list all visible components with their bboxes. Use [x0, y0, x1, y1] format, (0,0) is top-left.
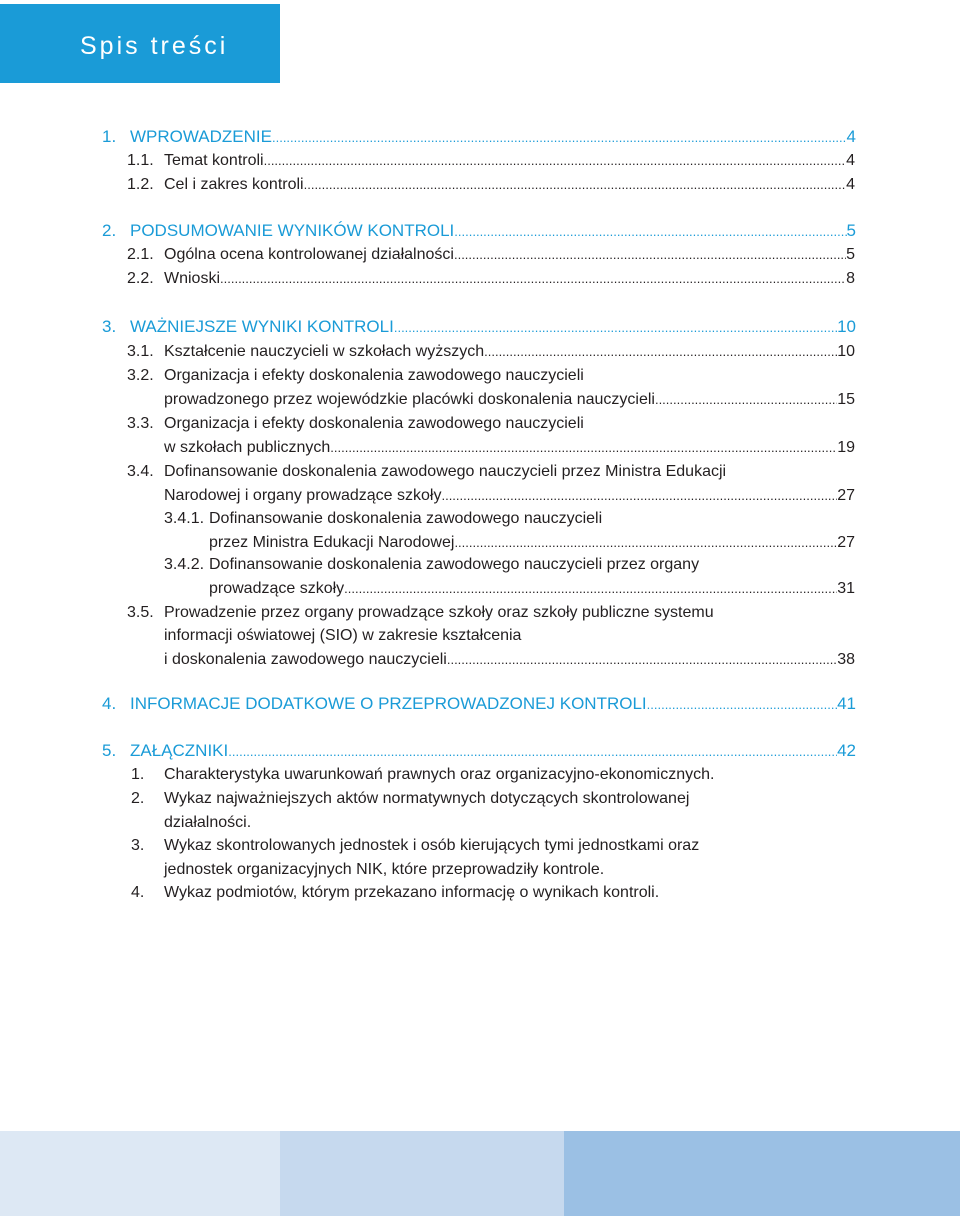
attachment-text: Wykaz najważniejszych aktów normatywnych dotyczących skontrolowanej [164, 790, 690, 807]
toc-entry-title: Dofinansowanie doskonalenia zawodowego nauczycieli przez organy [209, 556, 700, 573]
toc-entry-title-continued: Narodowej i organy prowadzące szkoły [164, 487, 442, 504]
toc-entry-number: 3.4.2. [164, 556, 205, 573]
toc-entry-3-5-cont2[interactable] [164, 648, 855, 672]
toc-entry-number: 3.3. [127, 415, 154, 432]
attachment-item-3-cont [164, 858, 856, 882]
toc-entry-title: WPROWADZENIE [130, 127, 272, 146]
toc-entry-3-2[interactable] [127, 364, 855, 388]
toc-entry-title: WAŻNIEJSZE WYNIKI KONTROLI [130, 317, 394, 336]
toc-entry-page: 8 [846, 270, 855, 287]
attachment-number: 4. [131, 884, 145, 901]
footer-band-mid [280, 1131, 564, 1216]
toc-entry-2-1[interactable] [127, 243, 855, 267]
toc-entry-page: 27 [837, 487, 855, 504]
toc-entry-1-2[interactable] [127, 173, 855, 197]
toc-entry-number: 1.1. [127, 152, 154, 169]
toc-entry-title-continued: w szkołach publicznych [164, 439, 331, 456]
toc-entry-title-continued: prowadzonego przez wojewódzkie placówki doskonalenia nauczycieli [164, 391, 655, 408]
toc-entry-page: 10 [837, 343, 855, 360]
toc-entry-title: INFORMACJE DODATKOWE O PRZEPROWADZONEJ KONTROLI [130, 694, 647, 713]
toc-entry-page: 42 [837, 741, 856, 760]
toc-entry-4[interactable] [102, 692, 856, 716]
toc-entry-3-1[interactable] [127, 340, 855, 364]
toc-entry-page: 10 [837, 317, 856, 336]
attachment-number: 1. [131, 766, 145, 783]
toc-entry-3-4-cont[interactable] [164, 484, 855, 508]
toc-entry-title-continued: informacji oświatowej (SIO) w zakresie kształcenia [164, 627, 522, 644]
toc-entry-3-4-1-cont[interactable] [209, 531, 855, 555]
dot-leader [454, 531, 837, 555]
attachment-number: 2. [131, 790, 145, 807]
toc-entry-3-2-cont[interactable] [164, 388, 855, 412]
toc-entry-page: 41 [837, 694, 856, 713]
toc-entry-number: 3.4.1. [164, 510, 205, 527]
attachment-item-3 [131, 834, 856, 858]
toc-entry-title: ZAŁĄCZNIKI [130, 741, 229, 760]
toc-entry-1[interactable] [102, 125, 856, 149]
toc-entry-3-4[interactable] [127, 460, 855, 484]
toc-entry-title: Ogólna ocena kontrolowanej działalności [164, 246, 454, 263]
dot-leader [272, 126, 847, 150]
toc-entry-3-5[interactable] [127, 601, 855, 625]
toc-entry-5[interactable] [102, 739, 856, 763]
toc-entry-number: 1.2. [127, 176, 154, 193]
toc-entry-number: 2.1. [127, 246, 154, 263]
toc-entry-page: 5 [846, 246, 855, 263]
dot-leader [344, 577, 837, 601]
toc-entry-title: Prowadzenie przez organy prowadzące szkoły oraz szkoły publiczne systemu [164, 604, 714, 621]
toc-entry-number: 3.4. [127, 463, 154, 480]
page-title: Spis treści [80, 32, 229, 60]
dot-leader [454, 243, 846, 267]
dot-leader [647, 693, 837, 717]
attachment-text: Charakterystyka uwarunkowań prawnych oraz organizacyjno-ekonomicznych. [164, 766, 715, 783]
attachment-text: Wykaz skontrolowanych jednostek i osób kierujących tymi jednostkami oraz [164, 837, 700, 854]
dot-leader [394, 316, 837, 340]
toc-entry-page: 4 [846, 176, 855, 193]
footer-band-light [0, 1131, 280, 1216]
toc-entry-number: 2. [102, 221, 117, 240]
toc-entry-page: 31 [837, 580, 855, 597]
toc-entry-title: Dofinansowanie doskonalenia zawodowego nauczycieli [209, 510, 603, 527]
toc-entry-number: 3.5. [127, 604, 154, 621]
attachment-item-2-cont [164, 811, 856, 835]
attachment-item-4 [131, 881, 856, 905]
toc-entry-3[interactable] [102, 315, 856, 339]
dot-leader [228, 740, 837, 764]
toc-entry-page: 5 [846, 221, 856, 240]
attachment-text-continued: jednostek organizacyjnych NIK, które przeprowadziły kontrole. [164, 861, 605, 878]
toc-entry-page: 38 [837, 651, 855, 668]
toc-entry-2-2[interactable] [127, 267, 855, 291]
dot-leader [447, 648, 837, 672]
toc-entry-number: 5. [102, 741, 117, 760]
toc-entry-title: Organizacja i efekty doskonalenia zawodowego nauczycieli [164, 415, 584, 432]
toc-entry-number: 1. [102, 127, 117, 146]
dot-leader [454, 220, 846, 244]
toc-entry-3-4-2[interactable] [164, 553, 855, 577]
toc-entry-3-5-cont[interactable] [164, 624, 855, 648]
toc-entry-page: 15 [837, 391, 855, 408]
toc-entry-page: 19 [837, 439, 855, 456]
toc-entry-number: 2.2. [127, 270, 154, 287]
toc-entry-page: 4 [846, 127, 856, 146]
toc-entry-page: 4 [846, 152, 855, 169]
toc-entry-title: Temat kontroli [164, 152, 264, 169]
toc-entry-title: Wnioski [164, 270, 221, 287]
toc-entry-2[interactable] [102, 219, 856, 243]
toc-entry-number: 3.1. [127, 343, 154, 360]
attachment-item-2 [131, 787, 856, 811]
attachment-item-1 [131, 763, 856, 787]
attachment-number: 3. [131, 837, 145, 854]
toc-entry-title-continued: i doskonalenia zawodowego nauczycieli [164, 651, 447, 668]
footer-band-dark [564, 1131, 960, 1216]
toc-entry-title: Organizacja i efekty doskonalenia zawodowego nauczycieli [164, 367, 584, 384]
toc-entry-title: PODSUMOWANIE WYNIKÓW KONTROLI [130, 221, 455, 240]
toc-entry-3-3-cont[interactable] [164, 436, 855, 460]
dot-leader [264, 149, 847, 173]
toc-entry-number: 4. [102, 694, 117, 713]
dot-leader [484, 340, 837, 364]
toc-entry-3-3[interactable] [127, 412, 855, 436]
attachment-text-continued: działalności. [164, 814, 252, 831]
toc-entry-title: Dofinansowanie doskonalenia zawodowego nauczycieli przez Ministra Edukacji [164, 463, 727, 480]
dot-leader [441, 484, 837, 508]
toc-entry-title: Cel i zakres kontroli [164, 176, 304, 193]
toc-entry-page: 27 [837, 534, 855, 551]
dot-leader [304, 173, 846, 197]
toc-entry-number: 3. [102, 317, 117, 336]
dot-leader [330, 436, 837, 460]
toc-entry-title: Kształcenie nauczycieli w szkołach wyższych [164, 343, 485, 360]
toc-entry-title-continued: przez Ministra Edukacji Narodowej [209, 534, 455, 551]
toc-entry-3-4-1[interactable] [164, 507, 855, 531]
toc-entry-3-4-2-cont[interactable] [209, 577, 855, 601]
dot-leader [655, 388, 837, 412]
toc-entry-title-continued: prowadzące szkoły [209, 580, 345, 597]
toc-entry-number: 3.2. [127, 367, 154, 384]
attachment-text: Wykaz podmiotów, którym przekazano informację o wynikach kontroli. [164, 884, 660, 901]
dot-leader [220, 267, 846, 291]
toc-entry-1-1[interactable] [127, 149, 855, 173]
